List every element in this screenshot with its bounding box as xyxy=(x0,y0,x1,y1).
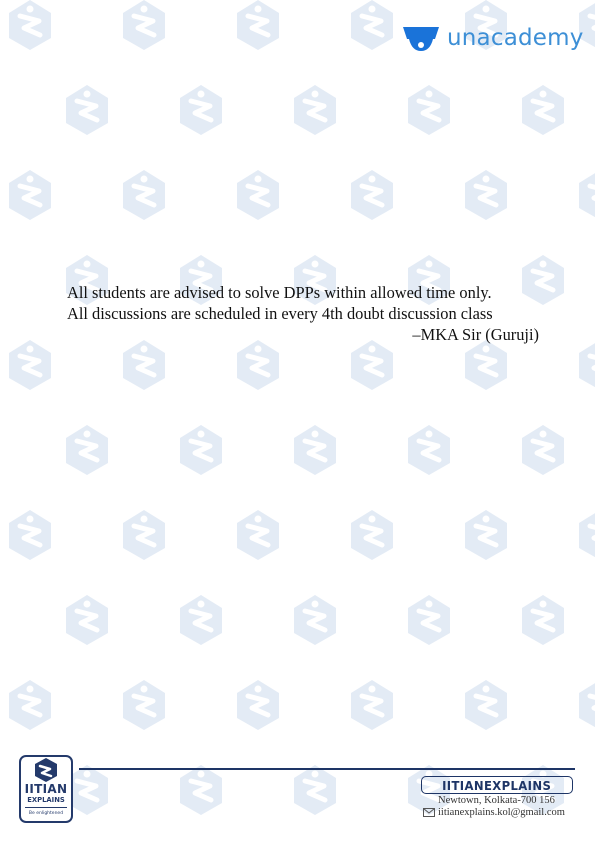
watermark-logo-icon xyxy=(123,340,165,390)
watermark-logo-icon xyxy=(66,85,108,135)
watermark-logo-icon xyxy=(237,680,279,730)
watermark-grid xyxy=(9,0,595,815)
watermark-logo-icon xyxy=(408,425,450,475)
iitian-explains-footer-logo xyxy=(19,755,73,823)
watermark-logo-icon xyxy=(294,595,336,645)
watermark-logo-icon xyxy=(579,340,595,390)
footer-email-line xyxy=(423,807,565,818)
watermark-logo-icon xyxy=(465,340,507,390)
watermark-logo-icon xyxy=(465,510,507,560)
watermark-logo-icon xyxy=(180,595,222,645)
watermark-logo-icon xyxy=(66,595,108,645)
unacademy-brand xyxy=(402,20,584,56)
dpp-notice xyxy=(67,282,542,345)
logo-title-iitian: IITIAN xyxy=(24,782,68,796)
watermark-logo-icon xyxy=(180,85,222,135)
watermark-logo-icon xyxy=(408,85,450,135)
iitianexplains-brand-box xyxy=(421,776,573,794)
watermark-logo-icon xyxy=(351,0,393,50)
notice-line-2: All discussions are scheduled in every 4th doubt discussion class xyxy=(67,304,493,323)
watermark-logo-icon xyxy=(123,510,165,560)
watermark-logo-icon xyxy=(579,510,595,560)
watermark-logo-icon xyxy=(9,340,51,390)
footer-divider xyxy=(79,768,575,770)
watermark-logo-icon xyxy=(237,340,279,390)
watermark-logo-icon xyxy=(180,425,222,475)
watermark-logo-icon xyxy=(579,680,595,730)
logo-title-explains: EXPLAINS xyxy=(27,796,65,804)
watermark-logo-icon xyxy=(294,425,336,475)
unacademy-cap-icon xyxy=(402,24,440,52)
watermark-logo-icon xyxy=(522,595,564,645)
watermark-logo-icon xyxy=(522,425,564,475)
watermark-logo-icon xyxy=(237,170,279,220)
watermark-logo-icon xyxy=(294,85,336,135)
watermark-logo-icon xyxy=(351,680,393,730)
logo-tagline: Be enlightened xyxy=(28,811,64,816)
envelope-icon xyxy=(423,808,435,817)
watermark-logo-icon xyxy=(237,0,279,50)
footer-email[interactable]: iitianexplains.kol@gmail.com xyxy=(438,807,565,818)
watermark-logo-icon xyxy=(9,0,51,50)
watermark-logo-icon xyxy=(579,170,595,220)
unacademy-wordmark: unacademy xyxy=(447,25,584,51)
footer-address: Newtown, Kolkata-700 156 xyxy=(438,795,555,806)
watermark-logo-icon xyxy=(522,85,564,135)
watermark-logo-icon xyxy=(351,170,393,220)
watermark-logo-icon xyxy=(351,510,393,560)
brand-box-text: IITIANEXPLAINS xyxy=(442,777,552,793)
watermark-logo-icon xyxy=(9,680,51,730)
watermark-logo-icon xyxy=(465,680,507,730)
watermark-logo-icon xyxy=(9,170,51,220)
watermark-logo-icon xyxy=(180,765,222,815)
notice-signature: –MKA Sir (Guruji) xyxy=(412,325,539,344)
watermark-logo-icon xyxy=(351,340,393,390)
watermark-logo-icon xyxy=(123,0,165,50)
watermark-logo-icon xyxy=(66,425,108,475)
watermark-logo-icon xyxy=(294,765,336,815)
watermark-logo-icon xyxy=(465,170,507,220)
watermark-logo-icon xyxy=(237,510,279,560)
watermark-logo-icon xyxy=(123,170,165,220)
watermark-logo-icon xyxy=(408,595,450,645)
watermark-logo-icon xyxy=(123,680,165,730)
notice-line-1: All students are advised to solve DPPs within allowed time only. xyxy=(67,283,492,302)
watermark-logo-icon xyxy=(9,510,51,560)
